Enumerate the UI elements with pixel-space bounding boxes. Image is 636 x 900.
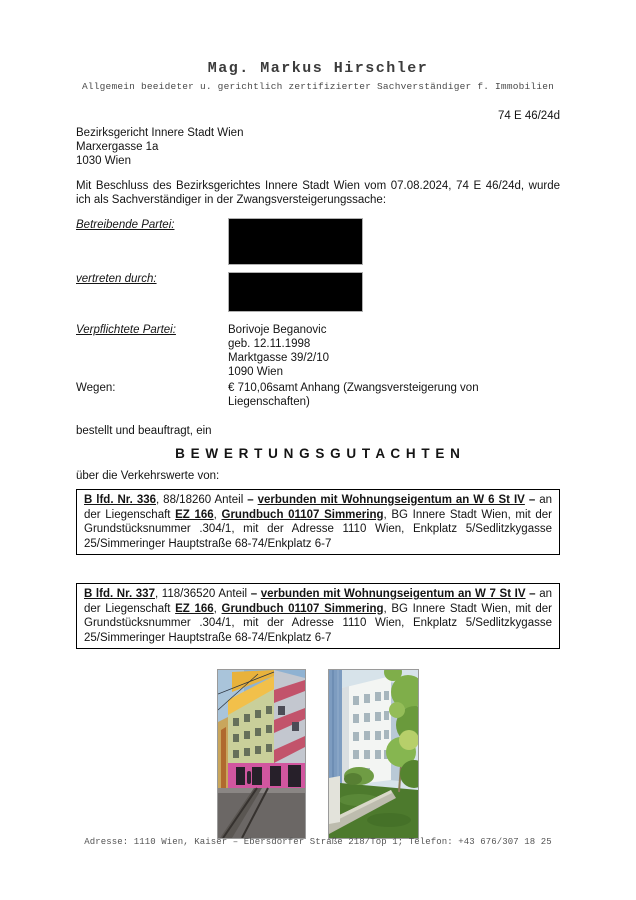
document-subtitle-line: über die Verkehrswerte von: xyxy=(76,470,220,482)
letterhead-subtitle: Allgemein beeideter u. gerichtlich zertifizierter Sachverständiger f. Immobilien xyxy=(81,81,555,92)
document-title: B E W E R T U N G S G U T A C H T E N xyxy=(175,446,461,461)
row-wegen xyxy=(76,381,560,409)
recipient-line-2: Marxergasse 1a xyxy=(76,141,159,153)
debtor-street: Marktgasse 39/2/10 xyxy=(228,352,330,364)
recipient-line-1: Bezirksgericht Innere Stadt Wien xyxy=(76,127,244,139)
property-photos xyxy=(76,669,560,839)
case-number: 74 E 46/24d xyxy=(497,110,560,122)
recipient-line-3: 1030 Wien xyxy=(76,155,131,167)
label-wegen: Wegen: xyxy=(76,382,116,394)
verpflichtete-partei-details xyxy=(228,323,560,379)
property-photo-street-facade xyxy=(217,669,306,839)
label-verpflichtete-partei: Verpflichtete Partei: xyxy=(76,324,176,336)
commission-line: bestellt und beauftragt, ein xyxy=(76,425,212,437)
property-box-337: B lfd. Nr. 337, 118/36520 Anteil – verbunden mit Wohnungseigentum an W 7 St IV – an der Liegenschaft EZ 166, Grundbuch 01107 Simmering, BG Innere Stadt Wien, mit der Grundstücksnummer .304/1, mit der Adresse 1110 Wien, Enkplatz 5/Sedlitzkygasse 25/Simmeringer Hauptstraße 68-74/Enkplatz 6-7 xyxy=(76,583,560,649)
property-photo-garden-facade xyxy=(328,669,419,839)
label-vertreten-durch: vertreten durch: xyxy=(76,273,157,285)
debtor-birthdate: geb. 12.11.1998 xyxy=(228,338,311,350)
debtor-city: 1090 Wien xyxy=(228,366,283,378)
recipient-address xyxy=(76,126,560,168)
letterhead xyxy=(76,62,560,94)
redaction-box-betreibende-partei xyxy=(228,218,363,265)
redaction-box-vertreten-durch xyxy=(228,272,363,312)
footer-contact-line: Adresse: 1110 Wien, Kaiser – Ebersdorfer Straße 218/Top 1; Telefon: +43 676/307 18 25 xyxy=(84,837,552,847)
debtor-name: Borivoje Beganovic xyxy=(228,324,327,336)
property-box-336: B lfd. Nr. 336, 88/18260 Anteil – verbunden mit Wohnungseigentum an W 6 St IV – an der Liegenschaft EZ 166, Grundbuch 01107 Simmering, BG Innere Stadt Wien, mit der Grundstücksnummer .304/1, mit der Adresse 1110 Wien, Enkplatz 5/Sedlitzkygasse 25/Simmeringer Hauptstraße 68-74/Enkplatz 6-7 xyxy=(76,489,560,555)
letterhead-name: Mag. Markus Hirschler xyxy=(207,60,429,77)
label-betreibende-partei: Betreibende Partei: xyxy=(76,219,175,231)
row-vertreten-durch xyxy=(76,272,560,312)
row-verpflichtete-partei xyxy=(76,323,560,379)
row-betreibende-partei xyxy=(76,218,560,265)
intro-paragraph: Mit Beschluss des Bezirksgerichtes Innere Stadt Wien vom 07.08.2024, 74 E 46/24d, wurde ich als Sachverständiger in der Zwangsversteigerungssache: xyxy=(76,180,560,206)
wegen-value: € 710,06samt Anhang (Zwangsversteigerung von Liegenschaften) xyxy=(228,382,479,408)
